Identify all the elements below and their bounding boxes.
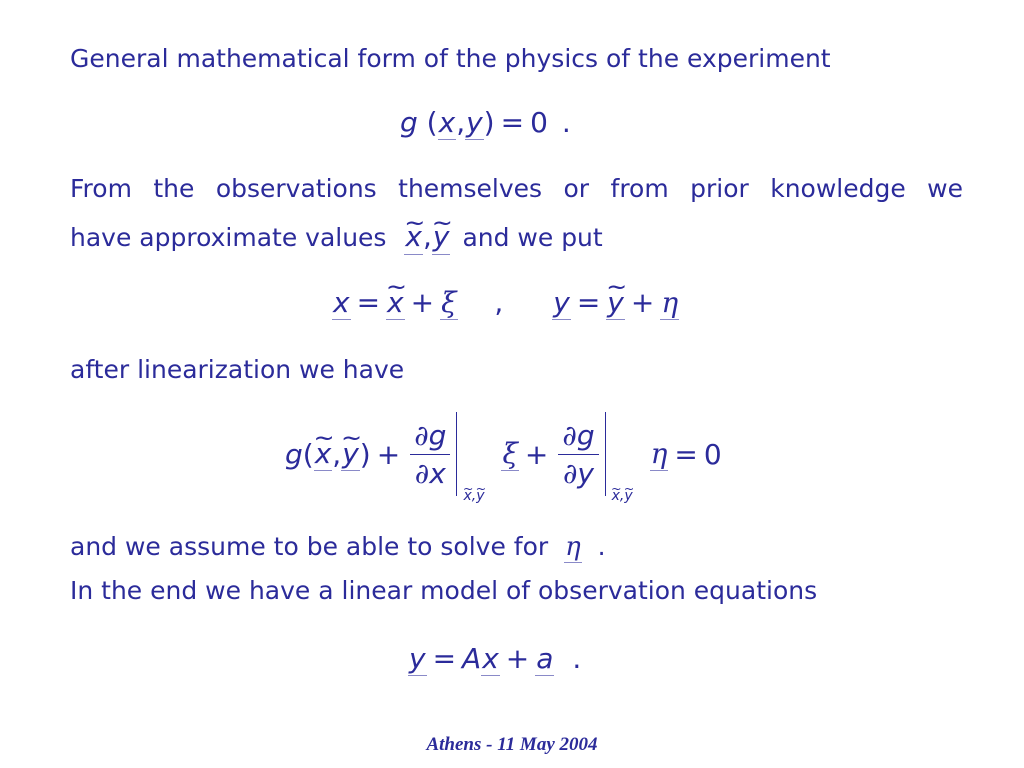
observations-text-b: and we put bbox=[462, 223, 603, 252]
equation-linear-model: y = Ax + a . bbox=[409, 642, 582, 675]
assume-line bbox=[70, 530, 606, 564]
assume-period: . bbox=[597, 532, 606, 561]
intro-text: General mathematical form of the physics of the experiment bbox=[70, 44, 831, 73]
observations-text-a: have approximate values bbox=[70, 223, 387, 252]
approx-values-math: ~ x,~ y bbox=[404, 220, 450, 253]
equation-linearized: g ( ~ x , ~ y ) + $\frac{\partial g}{\partial x}$ ~ x,~ y ξ + $\frac{\partial g}{\partial y}$ ~ x,~ y η = 0 bbox=[285, 412, 722, 496]
observations-line-1: From the observations themselves or from prior knowledge we bbox=[70, 174, 963, 203]
eta-symbol: η bbox=[565, 532, 581, 562]
linearization-text: after linearization we have bbox=[70, 355, 405, 384]
assume-text: and we assume to be able to solve for bbox=[70, 532, 549, 561]
equation-approximation: x =~ x + ξ , y =~ y + η bbox=[332, 286, 679, 320]
equation-model-general: g (x,y) = 0 . bbox=[400, 106, 571, 139]
footer-date: Athens - 11 May 2004 bbox=[426, 734, 598, 755]
observations-line-2 bbox=[70, 220, 603, 255]
model-text: In the end we have a linear model of observation equations bbox=[70, 576, 818, 605]
